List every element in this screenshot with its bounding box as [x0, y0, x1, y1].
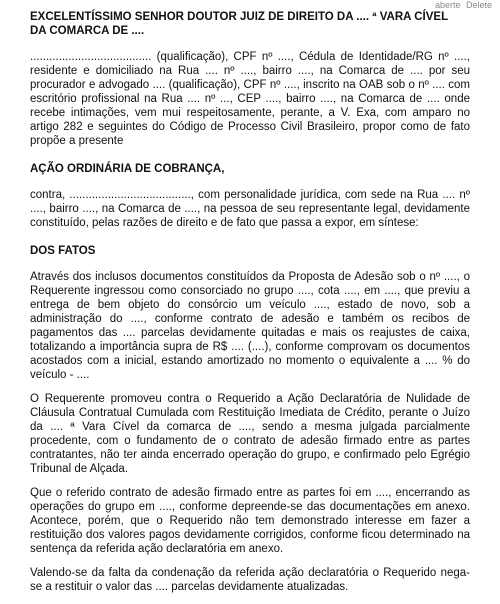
toolbar-remnant: [432, 0, 492, 10]
document-page: [30, 10, 470, 604]
toolbar-word: aberte: [434, 0, 461, 10]
document-heading-line-2: DA COMARCA DE ....: [30, 25, 145, 37]
fact-paragraph-4: Valendo-se da falta da condenação da referida ação declaratória o Requerido nega-se a restituir o valor das .... parcelas devidamente atualizadas.: [30, 567, 470, 593]
delete-label[interactable]: Delete: [465, 0, 492, 10]
action-title: AÇÃO ORDINÁRIA DE COBRANÇA,: [30, 163, 225, 175]
fact-paragraph-2: O Requerente promoveu contra o Requerido a Ação Declaratória de Nulidade de Cláusula Contratual Cumulada com Restituição Imediata de Crédito, perante o Juízo da .... ª Vara Cível da comarca de ...., sendo a mesma julgada parcialmente procedente, com o fundamento de o contrato de adesão firmado entre as partes contratantes, não ter ainda encerrado operação do grupo, e confirmado pelo Egrégio Tribunal de Alçada.: [30, 393, 470, 475]
document-heading-line-1: EXCELENTÍSSIMO SENHOR DOUTOR JUIZ DE DIREITO DA .... ª VARA CÍVEL: [30, 11, 449, 23]
fact-paragraph-3: Que o referido contrato de adesão firmado entre as partes foi em ...., encerrando as operações do grupo em ...., conforme depreende-se das documentações em anexo. Acontece, porém, que o Requerido não tem demonstrado interesse em fazer a restituição dos valores pagos devidamente corrigidos, conforme ficou determinado na sentença da referida ação declaratória em anexo.: [30, 487, 470, 555]
fact-paragraph-1: Através dos inclusos documentos constituídos da Proposta de Adesão sob o nº ...., o Requerente ingressou como consorciado no grupo ...., cota ...., em ...., que previu a entrega de bem objeto do consórcio um veículo ...., estado de novo, sob a administração do ...., conforme contrato de adesão e também os recibos de pagamentos das .... parcelas devidamente quitadas e mais os reajustes de caixa, totalizando a importância supra de R$ .... (....), conforme comprovam os documentos acostados com a inicial, estando amortizado no momento o equivalente a .... % do veículo - ....: [30, 271, 470, 381]
intro-paragraph: ...................................... (qualificação), CPF nº ...., Cédula de Identidade/RG nº ...., residente e domiciliado na Rua .... nº ...., bairro ...., na Comarca de .... por seu procurador e advogado .... (qualificação), CPF nº ...., inscrito na OAB sob o nº .... com escritório profissional na Rua .... nº ..., CEP ...., bairro ...., na Comarca de .... onde recebe intimações, vem mui respeitosamente, perante, a V. Exa, com amparo no artigo 282 e seguintes do Código de Processo Civil Brasileiro, propor como de fato propõe a presente: [30, 51, 470, 147]
contra-paragraph: contra, ......................................, com personalidade jurídica, com sede na Rua .... nº ...., bairro ...., na Comarca de ...., na pessoa de seu representante legal, devidamente constituído, pelas razões de direito e de fato que passa a expor, em síntese:: [30, 189, 470, 229]
facts-title: DOS FATOS: [30, 245, 96, 257]
